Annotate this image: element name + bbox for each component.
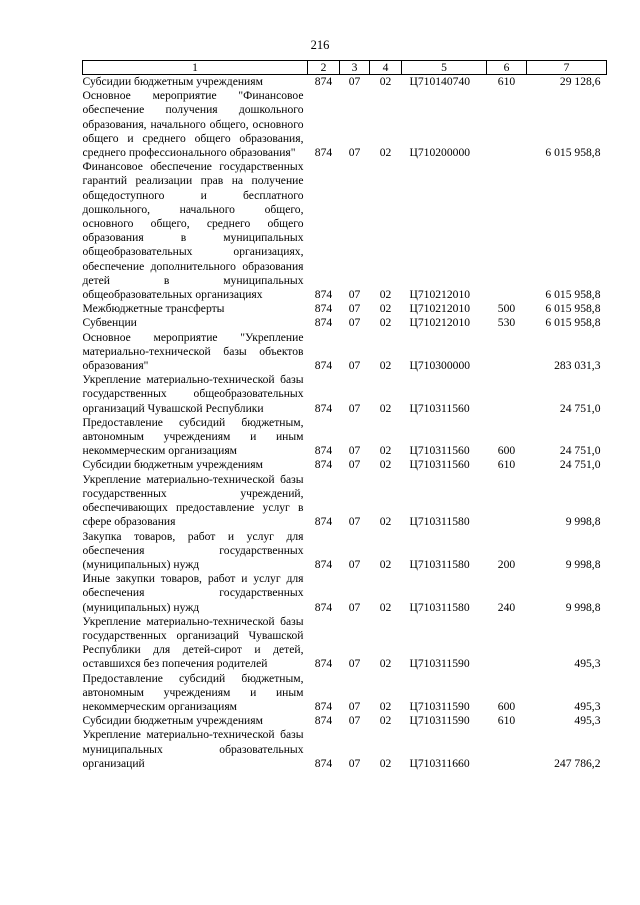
table-row [83, 160, 607, 302]
row-amount-cell: 29 128,6 [559, 75, 601, 88]
row-name-cell: Субсидии бюджетным учреждениям [82, 75, 263, 88]
row-expense-type-cell: 600 [497, 444, 516, 458]
column-header-3: 3 [340, 61, 370, 75]
row-amount-cell: 6 015 958,8 [545, 146, 601, 160]
row-expense-type-cell: 610 [497, 75, 516, 88]
table-row [83, 458, 607, 472]
row-expense-type-cell [487, 373, 527, 416]
row-target-article-cell: Ц710212010 [409, 288, 471, 302]
row-target-article-cell: Ц710311590 [409, 657, 470, 671]
table-row [83, 89, 607, 160]
table-row [83, 75, 607, 90]
row-subsection-cell: 02 [379, 75, 392, 88]
row-amount-cell: 9 998,8 [565, 515, 601, 529]
row-subsection-cell: 02 [379, 557, 392, 571]
table-row [83, 728, 607, 771]
table-row [83, 672, 607, 715]
row-admin-code-cell: 874 [314, 75, 333, 88]
row-expense-type-cell: 530 [497, 316, 516, 330]
row-subsection-cell: 02 [379, 714, 392, 728]
row-section-cell: 07 [348, 557, 361, 571]
row-section-cell: 07 [348, 657, 361, 671]
row-target-article-cell: Ц710200000 [409, 146, 471, 160]
row-section-cell: 07 [348, 75, 361, 88]
row-target-article-cell: Ц710311590 [409, 714, 470, 728]
row-admin-code-cell: 874 [314, 288, 333, 302]
row-section-cell: 07 [348, 288, 361, 302]
column-header-6: 6 [487, 61, 527, 75]
row-section-cell: 07 [348, 600, 361, 614]
row-name-cell: Иные закупки товаров, работ и услуг для обеспечения государственных (муниципальных) нужд [82, 572, 304, 614]
row-admin-code-cell: 874 [314, 714, 333, 728]
row-target-article-cell: Ц710300000 [409, 359, 471, 373]
row-name-cell: Закупка товаров, работ и услуг для обеспечения государственных (муниципальных) нужд [82, 529, 304, 571]
row-section-cell: 07 [348, 699, 361, 713]
row-admin-code-cell: 874 [314, 146, 333, 160]
row-subsection-cell: 02 [379, 316, 392, 330]
row-amount-cell: 495,3 [574, 699, 601, 713]
table-row [83, 615, 607, 672]
row-amount-cell: 495,3 [574, 714, 601, 728]
row-admin-code-cell: 874 [314, 515, 333, 529]
row-subsection-cell: 02 [379, 699, 392, 713]
row-expense-type-cell: 500 [497, 302, 516, 316]
row-name-cell: Основное мероприятие "Финансовое обеспечение получения дошкольного образования, начального общего, основного общего и среднего общего образования, среднего профессионального образования" [82, 89, 304, 160]
column-header-5: 5 [402, 61, 487, 75]
row-admin-code-cell: 874 [314, 657, 333, 671]
row-section-cell: 07 [348, 756, 361, 770]
row-amount-cell: 6 015 958,8 [545, 316, 601, 330]
row-amount-cell: 24 751,0 [559, 458, 601, 472]
row-target-article-cell: Ц710311580 [409, 600, 470, 614]
row-expense-type-cell: 200 [497, 557, 516, 571]
row-expense-type-cell: 610 [497, 458, 516, 472]
row-target-article-cell: Ц710311590 [409, 699, 470, 713]
row-name-cell: Укрепление материально-технической базы государственных организаций Чувашской Республики для детей-сирот и детей, оставшихся без попечения родителей [82, 614, 304, 671]
row-subsection-cell: 02 [379, 444, 392, 458]
row-subsection-cell: 02 [379, 600, 392, 614]
row-admin-code-cell: 874 [314, 557, 333, 571]
row-target-article-cell: Ц710311580 [409, 557, 470, 571]
table-row [83, 572, 607, 615]
row-subsection-cell: 02 [379, 288, 392, 302]
row-section-cell: 07 [348, 444, 361, 458]
row-amount-cell: 9 998,8 [565, 600, 601, 614]
row-subsection-cell: 02 [379, 756, 392, 770]
row-admin-code-cell: 874 [314, 756, 333, 770]
row-expense-type-cell [487, 331, 527, 374]
row-admin-code-cell: 874 [314, 699, 333, 713]
row-subsection-cell: 02 [379, 657, 392, 671]
row-section-cell: 07 [348, 359, 361, 373]
row-amount-cell: 495,3 [574, 657, 601, 671]
row-subsection-cell: 02 [379, 146, 392, 160]
row-expense-type-cell [487, 89, 527, 160]
row-name-cell: Финансовое обеспечение государственных гарантий реализации прав на получение общедоступного и бесплатного дошкольного, начального общего, основного общего, среднего общего образования в муниципальных общеобразовательных организациях, обеспечение дополнительного образования детей в муниципальных общеобразовательных организациях [82, 160, 304, 302]
row-name-cell: Укрепление материально-технической базы государственных учреждений, обеспечивающих предоставление услуг в сфере образования [82, 472, 304, 529]
row-section-cell: 07 [348, 401, 361, 415]
row-admin-code-cell: 874 [314, 458, 333, 472]
column-header-4: 4 [370, 61, 402, 75]
row-admin-code-cell: 874 [314, 302, 333, 316]
column-header-1: 1 [83, 61, 308, 75]
row-name-cell: Субсидии бюджетным учреждениям [82, 458, 263, 472]
row-name-cell: Субвенции [82, 316, 137, 330]
row-expense-type-cell: 240 [497, 600, 516, 614]
row-amount-cell: 9 998,8 [565, 557, 601, 571]
row-section-cell: 07 [348, 316, 361, 330]
column-number-row [83, 61, 607, 75]
row-target-article-cell: Ц710212010 [409, 316, 471, 330]
row-expense-type-cell [487, 728, 527, 771]
table-row [83, 331, 607, 374]
row-amount-cell: 6 015 958,8 [545, 302, 601, 316]
column-header-7: 7 [527, 61, 607, 75]
page-number: 216 [310, 38, 330, 52]
row-name-cell: Межбюджетные трансферты [82, 302, 225, 316]
row-name-cell: Укрепление материально-технической базы государственных общеобразовательных организаций Чувашской Республики [82, 373, 304, 415]
row-expense-type-cell [487, 615, 527, 672]
row-name-cell: Предоставление субсидий бюджетным, автономным учреждениям и иным некоммерческим организациям [82, 415, 304, 458]
row-target-article-cell: Ц710311560 [409, 458, 470, 472]
row-subsection-cell: 02 [379, 515, 392, 529]
table-row [83, 530, 607, 573]
row-name-cell: Укрепление материально-технической базы муниципальных образовательных организаций [82, 728, 304, 770]
budget-table [82, 60, 607, 771]
row-subsection-cell: 02 [379, 359, 392, 373]
row-expense-type-cell: 610 [497, 714, 516, 728]
row-section-cell: 07 [348, 458, 361, 472]
row-amount-cell: 24 751,0 [559, 401, 601, 415]
row-expense-type-cell [487, 160, 527, 302]
table-row [83, 714, 607, 728]
row-name-cell: Субсидии бюджетным учреждениям [82, 714, 263, 728]
row-admin-code-cell: 874 [314, 316, 333, 330]
row-section-cell: 07 [348, 515, 361, 529]
column-header-2: 2 [308, 61, 340, 75]
row-amount-cell: 283 031,3 [554, 359, 601, 373]
row-name-cell: Предоставление субсидий бюджетным, автономным учреждениям и иным некоммерческим организациям [82, 671, 304, 713]
row-section-cell: 07 [348, 302, 361, 316]
row-amount-cell: 247 786,2 [554, 756, 601, 770]
table-row [83, 416, 607, 459]
row-admin-code-cell: 874 [314, 401, 333, 415]
row-section-cell: 07 [348, 714, 361, 728]
row-subsection-cell: 02 [379, 401, 392, 415]
row-admin-code-cell: 874 [314, 359, 333, 373]
row-target-article-cell: Ц710311560 [409, 444, 470, 458]
row-name-cell: Основное мероприятие "Укрепление материально-технической базы объектов образования" [82, 330, 304, 373]
row-target-article-cell: Ц710140740 [409, 75, 471, 88]
row-admin-code-cell: 874 [314, 600, 333, 614]
row-expense-type-cell [487, 473, 527, 530]
row-target-article-cell: Ц710311560 [409, 401, 470, 415]
row-section-cell: 07 [348, 146, 361, 160]
row-subsection-cell: 02 [379, 458, 392, 472]
table-row [83, 302, 607, 316]
table-row [83, 473, 607, 530]
row-amount-cell: 24 751,0 [559, 444, 601, 458]
row-target-article-cell: Ц710212010 [409, 302, 471, 316]
row-target-article-cell: Ц710311580 [409, 515, 470, 529]
table-row [83, 373, 607, 416]
row-expense-type-cell: 600 [497, 699, 516, 713]
table-row [83, 316, 607, 330]
row-target-article-cell: Ц710311660 [409, 756, 470, 770]
row-subsection-cell: 02 [379, 302, 392, 316]
row-admin-code-cell: 874 [314, 444, 333, 458]
row-amount-cell: 6 015 958,8 [545, 288, 601, 302]
